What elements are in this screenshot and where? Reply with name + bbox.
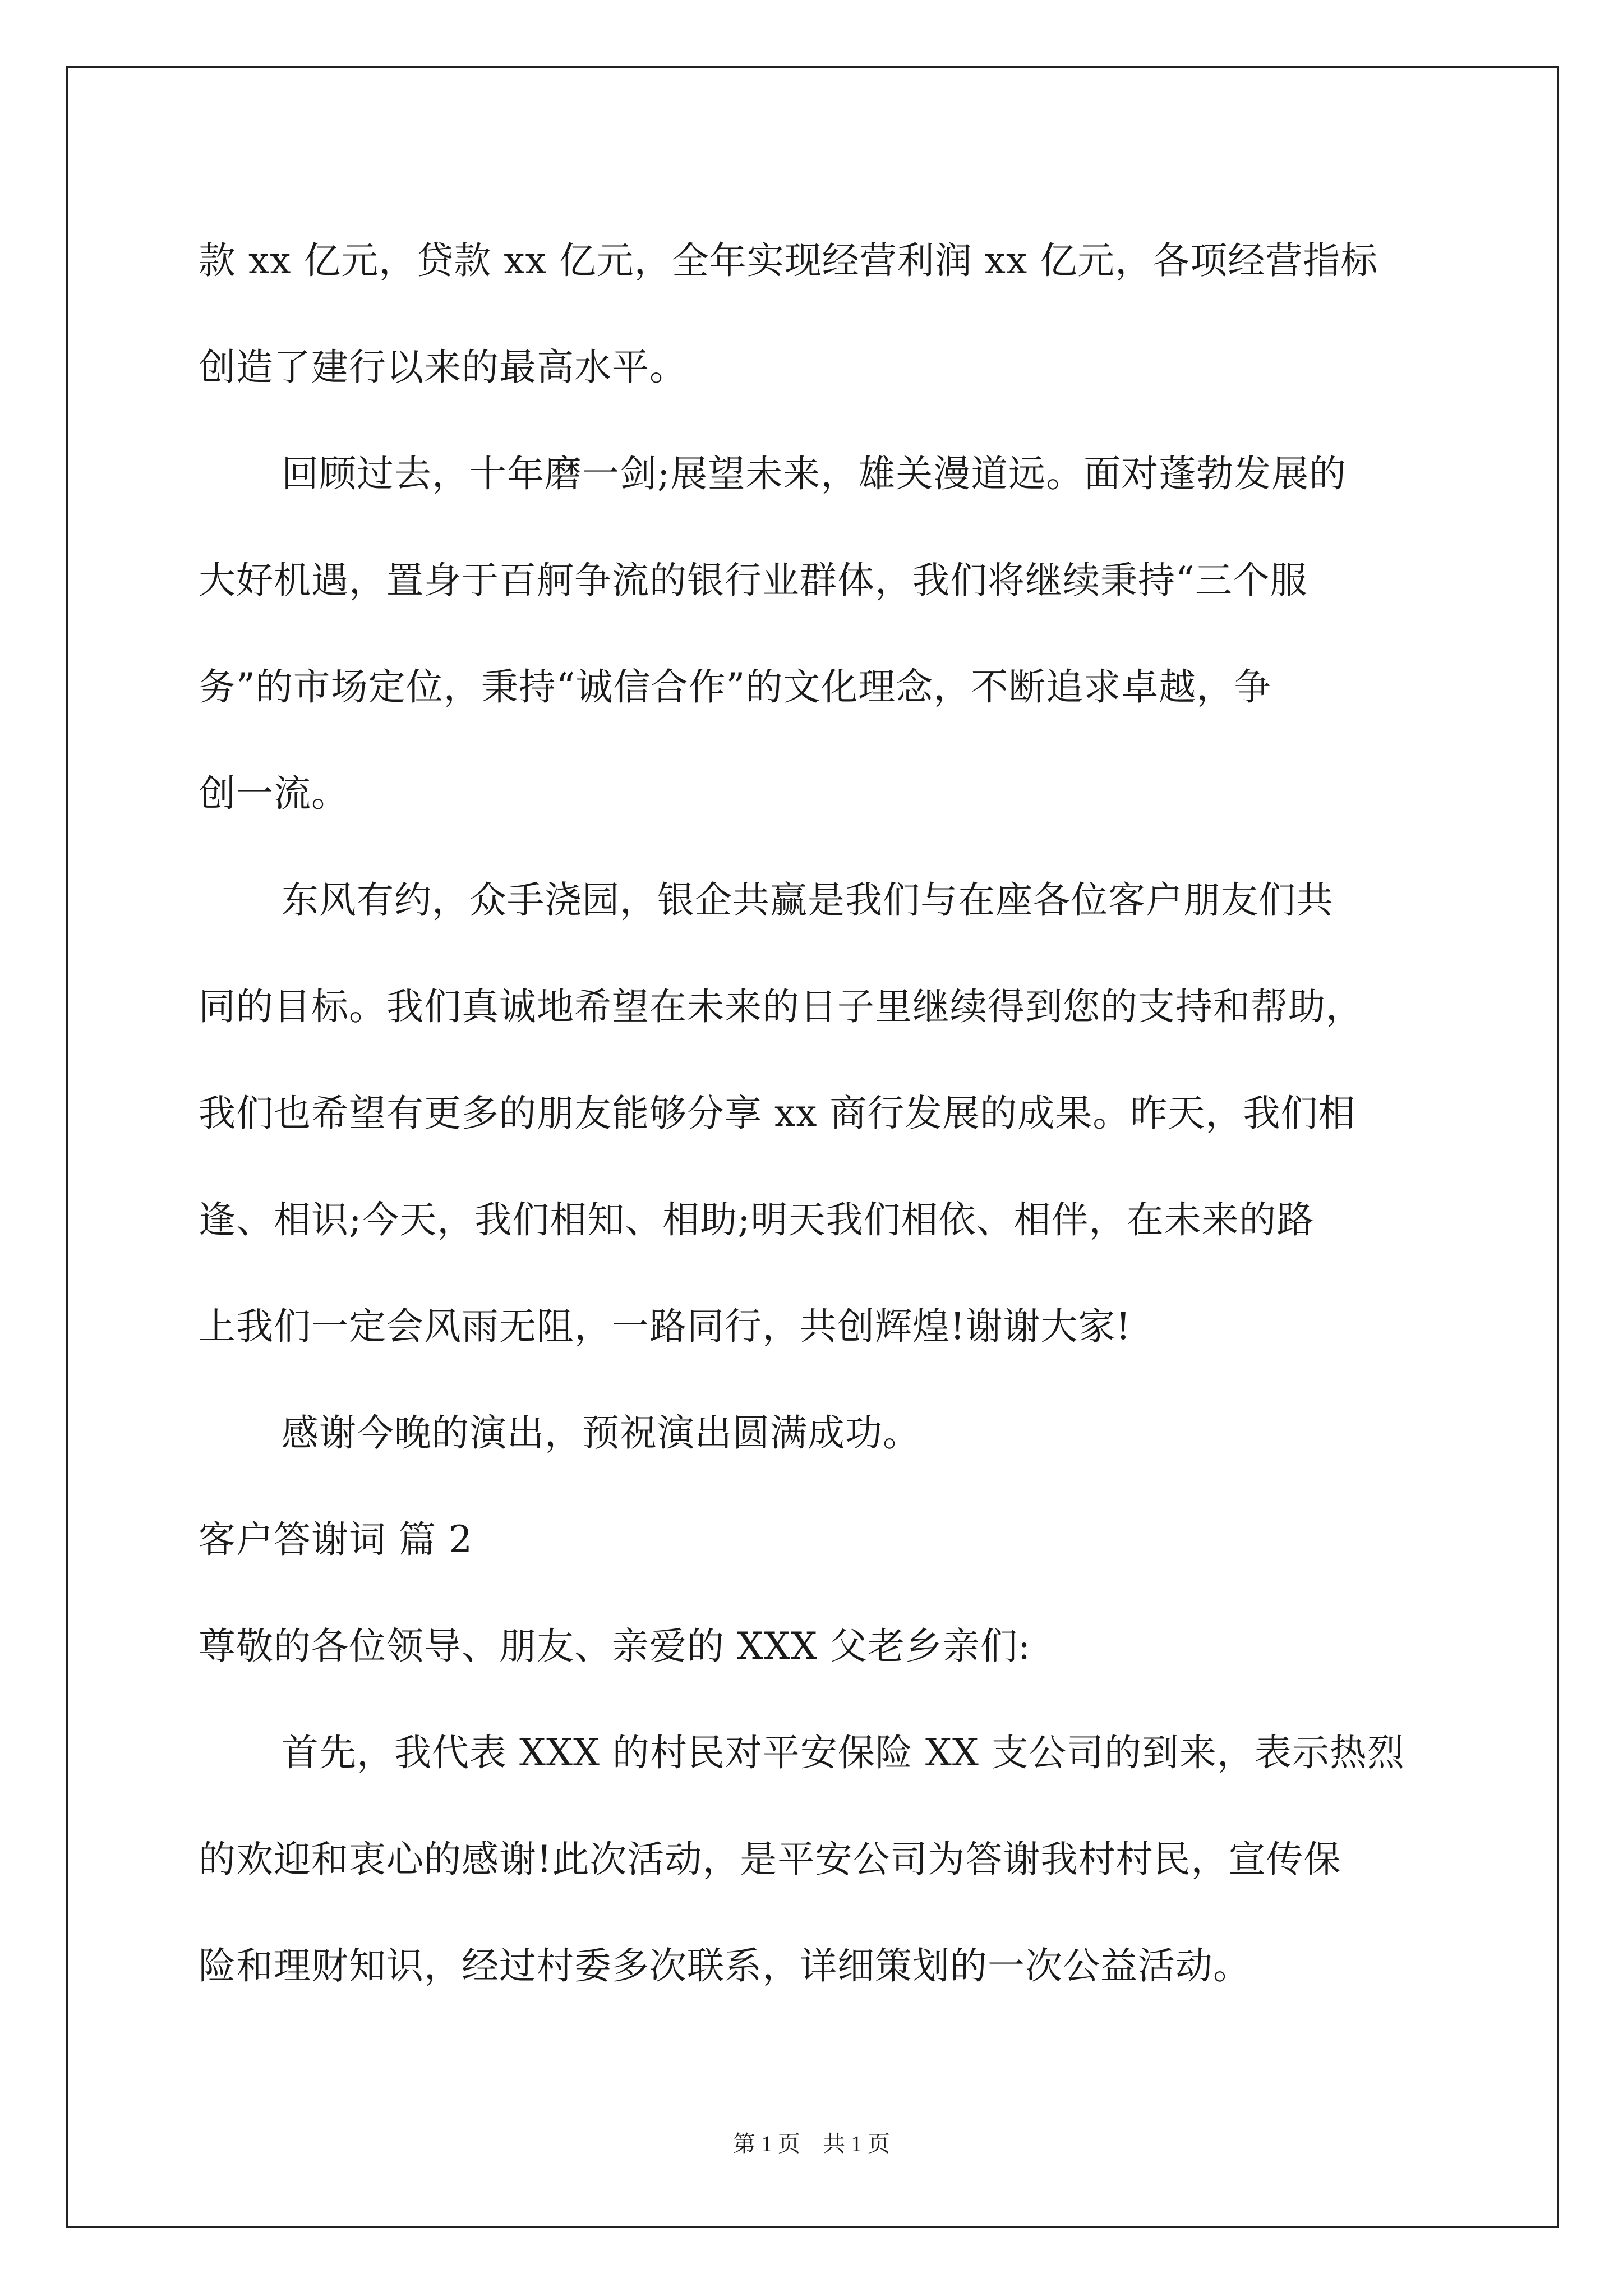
text-line: 逢、相识;今天，我们相知、相助;明天我们相依、相伴，在未来的路 bbox=[199, 1198, 1315, 1241]
text-line: 感谢今晚的演出，预祝演出圆满成功。 bbox=[282, 1411, 920, 1455]
text-line: 上我们一定会风雨无阻，一路同行，共创辉煌!谢谢大家! bbox=[199, 1305, 1132, 1348]
text-line: 大好机遇，置身于百舸争流的银行业群体，我们将继续秉持“三个服 bbox=[199, 559, 1308, 602]
text-line: 首先，我代表 XXX 的村民对平安保险 XX 支公司的到来，表示热烈 bbox=[282, 1731, 1405, 1774]
text-line: 创一流。 bbox=[199, 772, 349, 815]
text-line: 险和理财知识，经过村委多次联系，详细策划的一次公益活动。 bbox=[199, 1944, 1251, 1987]
section-heading: 客户答谢词 篇 2 bbox=[199, 1518, 473, 1561]
text-line: 务”的市场定位，秉持“诚信合作”的文化理念，不断追求卓越，争 bbox=[199, 665, 1272, 708]
paragraph bbox=[199, 1700, 1432, 2019]
salutation: 尊敬的各位领导、朋友、亲爱的 XXX 父老乡亲们: bbox=[199, 1625, 1031, 1668]
paragraph bbox=[199, 208, 1432, 421]
paragraph bbox=[199, 1380, 1432, 1487]
text-line: 的欢迎和衷心的感谢!此次活动，是平安公司为答谢我村村民，宣传保 bbox=[199, 1838, 1341, 1881]
page-total: 共 1 页 bbox=[823, 2131, 890, 2156]
paragraph bbox=[199, 847, 1432, 1380]
text-line: 东风有约，众手浇园，银企共赢是我们与在座各位客户朋友们共 bbox=[282, 878, 1334, 922]
text-line: 创造了建行以来的最高水平。 bbox=[199, 346, 687, 389]
text-line: 回顾过去，十年磨一剑;展望未来，雄关漫道远。面对蓬勃发展的 bbox=[282, 452, 1347, 495]
document-body bbox=[199, 208, 1432, 2019]
page-number: 第 1 页 bbox=[733, 2131, 800, 2156]
page-footer bbox=[0, 2126, 1623, 2158]
paragraph bbox=[199, 421, 1432, 847]
text-line: 我们也希望有更多的朋友能够分享 xx 商行发展的成果。昨天，我们相 bbox=[199, 1092, 1356, 1135]
text-line: 款 xx 亿元，贷款 xx 亿元，全年实现经营利润 xx 亿元，各项经营指标 bbox=[199, 239, 1378, 282]
text-line: 同的目标。我们真诚地希望在未来的日子里继续得到您的支持和帮助， bbox=[199, 985, 1363, 1028]
